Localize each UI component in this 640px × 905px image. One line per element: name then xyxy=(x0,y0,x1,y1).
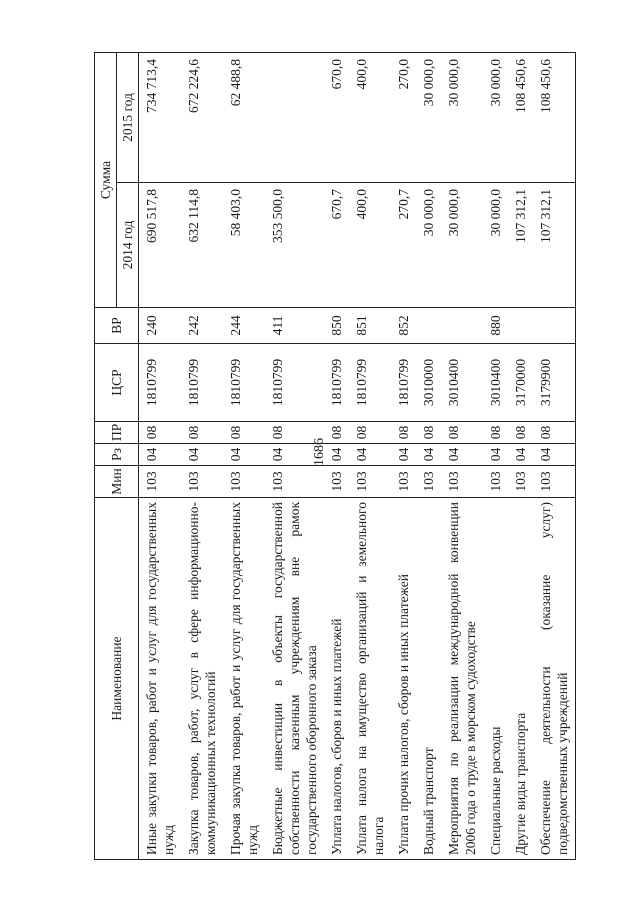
header-pr: ПР xyxy=(95,422,139,444)
row-amount-2015: 108 450,6 xyxy=(508,52,533,182)
row-vr: 850 xyxy=(324,308,349,344)
row-vr: 242 xyxy=(181,308,223,344)
row-name: Водный транспорт xyxy=(416,498,441,860)
row-amount-2014: 107 312,1 xyxy=(533,183,576,308)
row-pr: 08 xyxy=(391,422,416,444)
row-vr: 851 xyxy=(349,308,391,344)
row-amount-2015: 270,0 xyxy=(391,52,416,182)
row-min: 103 xyxy=(139,466,182,498)
row-name: Бюджетные инвестиции в объекты государственной собственности казенным учреждениям вне рамок государственного оборонного заказа xyxy=(265,498,324,860)
row-pr: 08 xyxy=(533,422,576,444)
row-vr: 244 xyxy=(223,308,265,344)
row-csr: 1810799 xyxy=(181,344,223,422)
row-amount-2014: 107 312,1 xyxy=(508,183,533,308)
budget-table xyxy=(94,52,576,860)
row-name: Обеспечение деятельности (оказание услуг) подведомственных учреждений xyxy=(533,498,576,860)
row-csr: 1810799 xyxy=(349,344,391,422)
row-rz: 04 xyxy=(416,444,441,466)
row-amount-2015: 30 000,0 xyxy=(483,52,508,182)
row-rz: 04 xyxy=(441,444,483,466)
row-rz: 04 xyxy=(533,444,576,466)
table-row xyxy=(139,52,182,859)
row-vr xyxy=(533,308,576,344)
row-name: Другие виды транспорта xyxy=(508,498,533,860)
table-row xyxy=(223,52,265,859)
row-min: 103 xyxy=(391,466,416,498)
row-min: 103 xyxy=(324,466,349,498)
table-header xyxy=(95,52,139,859)
row-amount-2015 xyxy=(265,52,324,182)
header-min: Мин xyxy=(95,466,139,498)
rotated-budget-sheet xyxy=(94,53,570,860)
row-amount-2015: 672 224,6 xyxy=(181,52,223,182)
row-min: 103 xyxy=(181,466,223,498)
row-vr xyxy=(508,308,533,344)
row-pr: 08 xyxy=(349,422,391,444)
row-csr: 3010400 xyxy=(441,344,483,422)
row-name: Уплата налога на имущество организаций и земельного налога xyxy=(349,498,391,860)
row-rz: 04 xyxy=(391,444,416,466)
row-min: 103 xyxy=(416,466,441,498)
row-pr: 08 xyxy=(223,422,265,444)
row-amount-2014: 670,7 xyxy=(324,183,349,308)
row-min: 103 xyxy=(223,466,265,498)
row-amount-2015: 30 000,0 xyxy=(441,52,483,182)
row-amount-2015: 400,0 xyxy=(349,52,391,182)
row-pr: 08 xyxy=(265,422,324,444)
row-csr: 3179900 xyxy=(533,344,576,422)
row-pr: 08 xyxy=(416,422,441,444)
row-name: Прочая закупка товаров, работ и услуг для государственных нужд xyxy=(223,498,265,860)
row-pr: 08 xyxy=(483,422,508,444)
row-name: Закупка товаров, работ, услуг в сфере информационно-коммуникационных технологий xyxy=(181,498,223,860)
row-amount-2015: 62 488,8 xyxy=(223,52,265,182)
row-amount-2014: 30 000,0 xyxy=(483,183,508,308)
row-rz: 04 xyxy=(324,444,349,466)
row-csr: 1810799 xyxy=(324,344,349,422)
table-row xyxy=(441,52,483,859)
row-min: 103 xyxy=(533,466,576,498)
row-rz: 04 xyxy=(223,444,265,466)
row-vr: 880 xyxy=(483,308,508,344)
row-vr xyxy=(441,308,483,344)
page-number: 1686 xyxy=(312,438,327,466)
row-amount-2015: 108 450,6 xyxy=(533,52,576,182)
row-min: 103 xyxy=(349,466,391,498)
row-pr: 08 xyxy=(324,422,349,444)
row-rz: 04 xyxy=(181,444,223,466)
row-name: Уплата налогов, сборов и иных платежей xyxy=(324,498,349,860)
row-amount-2014: 400,0 xyxy=(349,183,391,308)
table-row xyxy=(391,52,416,859)
header-csr: ЦСР xyxy=(95,344,139,422)
table-row xyxy=(483,52,508,859)
row-rz: 04 xyxy=(139,444,182,466)
row-name: Специальные расходы xyxy=(483,498,508,860)
row-amount-2014: 270,7 xyxy=(391,183,416,308)
row-rz: 04 xyxy=(349,444,391,466)
table-row xyxy=(324,52,349,859)
table-row xyxy=(265,52,324,859)
header-2015: 2015 год xyxy=(117,52,139,182)
row-amount-2014: 30 000,0 xyxy=(441,183,483,308)
row-pr: 08 xyxy=(508,422,533,444)
row-csr: 3010400 xyxy=(483,344,508,422)
row-pr: 08 xyxy=(139,422,182,444)
table-body xyxy=(139,52,576,859)
row-rz: 04 xyxy=(483,444,508,466)
table-row xyxy=(349,52,391,859)
row-amount-2015: 670,0 xyxy=(324,52,349,182)
row-rz: 04 xyxy=(265,444,324,466)
row-amount-2015: 30 000,0 xyxy=(416,52,441,182)
row-csr: 1810799 xyxy=(223,344,265,422)
row-amount-2014: 632 114,8 xyxy=(181,183,223,308)
row-min: 103 xyxy=(265,466,324,498)
row-amount-2014: 30 000,0 xyxy=(416,183,441,308)
table-row xyxy=(508,52,533,859)
row-vr: 411 xyxy=(265,308,324,344)
header-sum: Сумма xyxy=(95,52,117,307)
table-row xyxy=(181,52,223,859)
row-csr: 3170000 xyxy=(508,344,533,422)
row-pr: 08 xyxy=(441,422,483,444)
row-csr: 1810799 xyxy=(139,344,182,422)
row-amount-2014: 690 517,8 xyxy=(139,183,182,308)
row-min: 103 xyxy=(508,466,533,498)
row-vr: 852 xyxy=(391,308,416,344)
table-row xyxy=(416,52,441,859)
row-name: Иные закупки товаров, работ и услуг для государственных нужд xyxy=(139,498,182,860)
row-csr: 3010000 xyxy=(416,344,441,422)
row-amount-2015: 734 713,4 xyxy=(139,52,182,182)
row-amount-2014: 58 403,0 xyxy=(223,183,265,308)
header-2014: 2014 год xyxy=(117,183,139,308)
row-min: 103 xyxy=(441,466,483,498)
row-amount-2014: 353 500,0 xyxy=(265,183,324,308)
row-name: Мероприятия по реализации международной конвенции 2006 года о труде в морском судоходстве xyxy=(441,498,483,860)
row-rz: 04 xyxy=(508,444,533,466)
header-rz: Рз xyxy=(95,444,139,466)
header-name: Наименование xyxy=(95,498,139,860)
header-vr: ВР xyxy=(95,308,139,344)
row-csr: 1810799 xyxy=(391,344,416,422)
table-row xyxy=(533,52,576,859)
row-csr: 1810799 xyxy=(265,344,324,422)
row-min: 103 xyxy=(483,466,508,498)
row-vr xyxy=(416,308,441,344)
row-pr: 08 xyxy=(181,422,223,444)
row-vr: 240 xyxy=(139,308,182,344)
row-name: Уплата прочих налогов, сборов и иных платежей xyxy=(391,498,416,860)
